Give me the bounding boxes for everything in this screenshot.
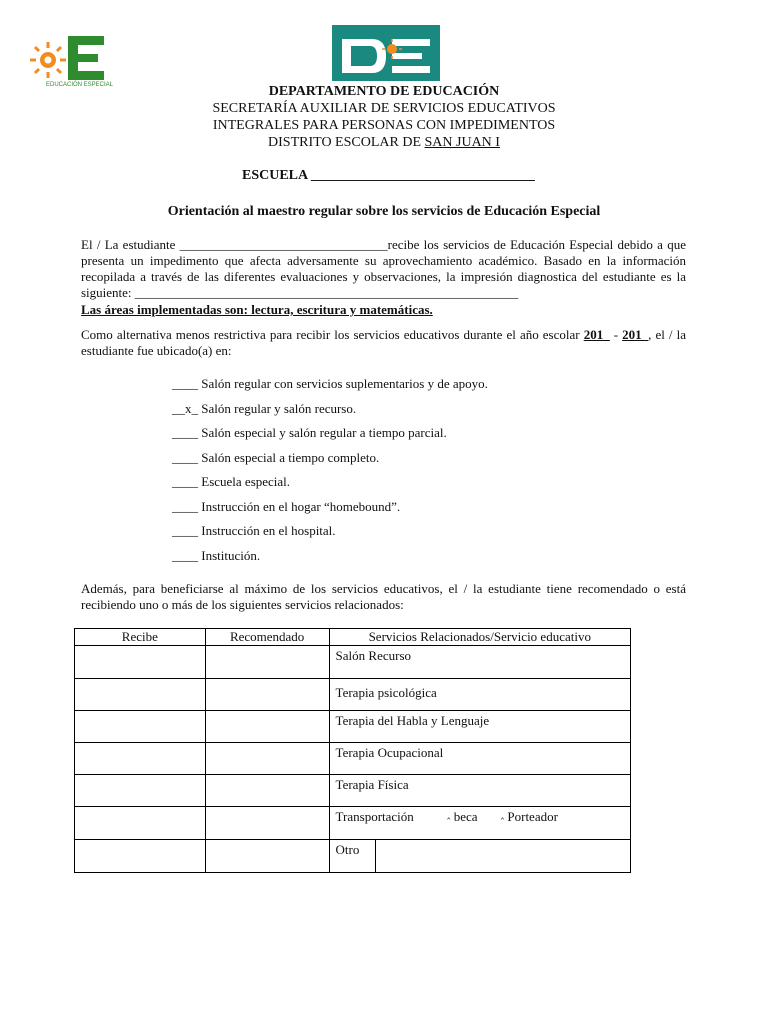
option-mark[interactable]: ____ — [172, 523, 198, 538]
option-mark[interactable]: ____ — [172, 425, 198, 440]
option-label: Salón regular con servicios suplementarios y de apoyo. — [201, 376, 488, 391]
district-prefix: DISTRITO ESCOLAR DE — [268, 135, 425, 150]
recomendado-cell[interactable] — [205, 646, 329, 679]
recomendado-cell[interactable] — [205, 775, 329, 807]
year-start-field[interactable]: 201_ — [583, 327, 610, 342]
option-mark[interactable]: ____ — [172, 474, 198, 489]
option-item[interactable] — [172, 523, 336, 539]
recibe-cell[interactable] — [75, 711, 206, 743]
secretaria-line: SECRETARÍA AUXILIAR DE SERVICIOS EDUCATIVOS — [212, 101, 556, 116]
table-header-row — [75, 629, 631, 646]
recomendado-cell[interactable] — [205, 743, 329, 775]
table-row — [75, 679, 631, 711]
option-item[interactable] — [172, 401, 356, 417]
table-row — [75, 840, 631, 873]
table-row — [75, 775, 631, 807]
sun-icon — [30, 42, 66, 78]
option-item[interactable] — [172, 425, 447, 441]
diagnosis-field[interactable]: ___________________________________________________________ — [134, 285, 519, 300]
option-mark[interactable]: __x_ — [172, 401, 198, 416]
option-item[interactable] — [172, 450, 379, 466]
placement-text2: , el / la estudiante fue ubicado(a) en: — [81, 327, 686, 358]
option-mark[interactable]: ____ — [172, 376, 198, 391]
other-field[interactable] — [376, 840, 630, 872]
porteador-label: Porteador — [507, 809, 558, 824]
integrales-line: INTEGRALES PARA PERSONAS CON IMPEDIMENTOS — [212, 118, 556, 133]
placement-text1: Como alternativa menos restrictiva para recibir los servicios educativos durante el año escolar — [81, 327, 580, 342]
service-name: Terapia Física — [329, 775, 630, 807]
beca-label: beca — [453, 809, 478, 824]
recibe-cell[interactable] — [75, 807, 206, 840]
option-label: Salón regular y salón recurso. — [201, 401, 357, 416]
recibe-cell[interactable] — [75, 743, 206, 775]
district-name: SAN JUAN I — [424, 135, 500, 150]
other-cell — [329, 840, 630, 873]
school-line — [242, 168, 535, 184]
option-label: Escuela especial. — [201, 474, 291, 489]
option-item[interactable] — [172, 376, 488, 392]
service-name: Terapia Ocupacional — [329, 743, 630, 775]
other-label: Otro — [330, 840, 376, 872]
recomendado-cell[interactable] — [205, 840, 329, 873]
caret-icon: ‸ — [500, 809, 505, 820]
caret-icon: ‸ — [447, 809, 451, 820]
department-title: DEPARTAMENTO DE EDUCACIÓN — [268, 84, 500, 99]
de-logo — [332, 25, 440, 81]
recomendado-cell[interactable] — [205, 807, 329, 840]
option-item[interactable] — [172, 548, 260, 564]
recomendado-cell[interactable] — [205, 679, 329, 711]
service-name: Terapia psicológica — [329, 679, 630, 711]
school-field[interactable]: ________________________________ — [310, 168, 535, 183]
table-row — [75, 646, 631, 679]
service-name: Salón Recurso — [329, 646, 630, 679]
logo-caption: EDUCACIÓN ESPECIAL — [46, 82, 114, 88]
header-recomendado: Recomendado — [205, 629, 329, 646]
transport-option-porteador[interactable] — [501, 809, 558, 824]
year-dash: - — [609, 327, 623, 342]
header-recibe: Recibe — [75, 629, 206, 646]
service-name: Terapia del Habla y Lenguaje — [329, 711, 630, 743]
services-table — [74, 628, 631, 873]
header-servicios: Servicios Relacionados/Servicio educativo — [329, 629, 630, 646]
services-intro: Además, para beneficiarse al máximo de los servicios educativos, el / la estudiante tiene recomendado o está recibiendo uno o más de los siguientes servicios relacionados: — [81, 581, 686, 612]
recibe-cell[interactable] — [75, 840, 206, 873]
option-label: Institución. — [201, 548, 261, 563]
intro-paragraph — [81, 237, 686, 301]
table-row — [75, 711, 631, 743]
areas-line: Las áreas implementadas son: lectura, escritura y matemáticas. — [81, 302, 433, 317]
transport-cell — [329, 807, 630, 840]
option-label: Instrucción en el hospital. — [201, 523, 336, 538]
letter-e-icon — [68, 36, 104, 80]
option-mark[interactable]: ____ — [172, 548, 198, 563]
form-title: Orientación al maestro regular sobre los servicios de Educación Especial — [167, 204, 601, 219]
option-item[interactable] — [172, 499, 400, 515]
option-item[interactable] — [172, 474, 290, 490]
option-label: Salón especial a tiempo completo. — [201, 450, 380, 465]
year-end-field[interactable]: 201_ — [622, 327, 649, 342]
placement-paragraph — [81, 327, 686, 359]
table-row — [75, 743, 631, 775]
recibe-cell[interactable] — [75, 646, 206, 679]
intro-part2: recibe los servicios de Educación Especial debido a que presenta un impedimento que afecta adversamente su aprovechamiento académico. Basado en la información recopilada a través de las diferentes evaluaciones y observaciones, la impresión diagnostica del estudiante es la siguiente: — [81, 237, 686, 300]
transport-label: Transportación — [335, 809, 414, 824]
recibe-cell[interactable] — [75, 775, 206, 807]
intro-part1: El / La estudiante — [81, 237, 176, 252]
recomendado-cell[interactable] — [205, 711, 329, 743]
transport-option-beca[interactable] — [447, 809, 477, 824]
school-label: ESCUELA — [242, 168, 308, 183]
table-row — [75, 807, 631, 840]
option-mark[interactable]: ____ — [172, 450, 198, 465]
student-name-field[interactable]: ________________________________ — [179, 237, 388, 252]
option-mark[interactable]: ____ — [172, 499, 198, 514]
option-label: Salón especial y salón regular a tiempo parcial. — [201, 425, 447, 440]
option-label: Instrucción en el hogar “homebound”. — [201, 499, 401, 514]
district-line — [0, 134, 768, 151]
recibe-cell[interactable] — [75, 679, 206, 711]
